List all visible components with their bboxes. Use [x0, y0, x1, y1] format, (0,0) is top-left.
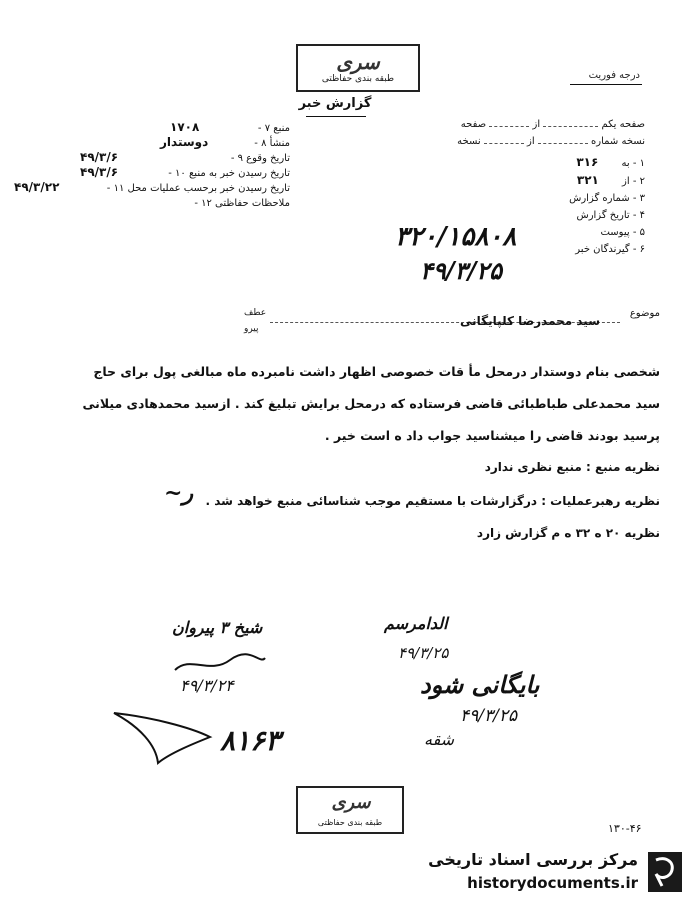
field-value: ۳۱۶ — [576, 155, 599, 169]
operations-opinion: نظریه رهبرعملیات : درگزارشات با مستقیم موجب شناسائی منبع خواهد شد . — [205, 494, 660, 508]
field-value: ۱۷۰۸ — [170, 120, 200, 134]
subject-side-bottom: پیرو — [244, 324, 259, 334]
field-from: ۲ - از ۳۲۱ — [576, 173, 645, 187]
field-to: ۱ - به ۳۱۶ — [576, 155, 645, 169]
signature-center-date: ۴۹/۳/۲۵ — [398, 644, 449, 662]
field-value: ۴۹/۳/۶ — [80, 150, 119, 164]
field-label: ملاحظات حفاظتی — [215, 198, 290, 209]
field-label: منبع — [273, 123, 290, 134]
field-operation-date: تاریخ رسیدن خبر برحسب عملیات محل ۱۱ - ۴۹/۳/۲۲ — [14, 180, 290, 194]
field-origin: منشأ ۸ - دوستدار — [160, 135, 290, 149]
title-underline — [306, 116, 366, 117]
logo-title: مرکز بررسی اسناد تاریخی — [428, 850, 638, 869]
handwritten-report-number: ۳۲۰/۱۵۸۰۸ — [395, 222, 517, 252]
field-recipients: ۶ - گیرندگان خبر — [575, 244, 645, 255]
field-report-number: ۳ - شماره گزارش — [569, 193, 645, 204]
classification-stamp-bottom — [296, 786, 404, 834]
body-line: پرسید بودند قاضی را میشناسید جواب داد ه است خیر . — [324, 428, 660, 443]
field-value: ۴۹/۳/۲۲ — [14, 180, 60, 194]
field-occurrence-date: تاریخ وقوع ۹ - ۴۹/۳/۶ — [80, 150, 290, 164]
urgency-line — [570, 84, 642, 85]
field-value: ۳۲۱ — [576, 173, 599, 187]
field-label: تاریخ رسیدن خبر برحسب عملیات محل — [127, 183, 290, 194]
field-copy-number: نسخه شماره از نسخه — [457, 136, 645, 147]
source-opinion: نظریه منبع : منبع نظری ندارد — [484, 460, 660, 474]
archive-logo — [420, 846, 690, 900]
field-value: دوستدار — [160, 135, 209, 149]
classification-stamp-top — [296, 44, 420, 92]
body-line: شخصی بنام دوستدار درمحل مأ قات خصوصی اظهار داشت نامبرده ماه مبالغی پول برای حاج — [93, 364, 660, 379]
archive-note: بایگانی شود — [420, 670, 540, 699]
signature-arrow — [110, 705, 220, 765]
archive-date: ۴۹/۳/۲۵ — [460, 706, 518, 726]
subject-label: موضوع — [629, 308, 660, 319]
archive-extra: شقه — [424, 730, 455, 749]
final-note: نظریه ۲۰ ه ۳۲ ه م گزارش زارد — [476, 526, 660, 540]
field-page-of: صفحه یکم از صفحه — [460, 119, 645, 130]
signature-center-name: الدامرسم — [384, 614, 448, 633]
field-label: تاریخ رسیدن خبر به منبع — [188, 168, 290, 179]
field-attachment: ۵ - پیوست — [600, 227, 645, 238]
field-label: منشأ — [269, 138, 290, 149]
body-line: سید محمدعلی طباطبائی قاضی فرستاده که درمحل برایش تبلیغ کند . ازسید محمدهادی میلانی — [82, 396, 660, 411]
signature-left-scribble — [170, 650, 270, 680]
field-label: تاریخ وقوع — [246, 153, 290, 164]
stamp-mark: سری — [331, 792, 371, 813]
logo-url: historydocuments.ir — [467, 874, 638, 892]
urgency-label: درجه فوریت — [588, 70, 640, 81]
body-paragraph — [60, 356, 660, 452]
field-report-date: ۴ - تاریخ گزارش — [576, 210, 645, 221]
field-value: ۴۹/۳/۶ — [80, 165, 119, 179]
stamp-label: طبقه بندی حفاظتی — [317, 818, 383, 827]
logo-emblem-icon — [642, 848, 688, 896]
signature-left-name: شیخ ۳ پیروان — [172, 618, 263, 637]
field-security-notes: ملاحظات حفاظتی ۱۲ - — [194, 198, 290, 209]
subject-value: سید محمدرضا کلپایگانی — [460, 314, 600, 328]
stamp-mark: سری — [336, 50, 380, 74]
signature-left-date: ۴۹/۳/۲۴ — [180, 676, 234, 695]
handwritten-report-date: ۴۹/۳/۲۵ — [420, 256, 502, 285]
field-source: منبع ۷ - ۱۷۰۸ — [170, 120, 290, 134]
subject-side-top: عطف — [244, 308, 267, 318]
page-code: ۱۳۰-۴۶ — [608, 822, 642, 835]
stamp-label: طبقه بندی حفاظتی — [321, 74, 395, 84]
field-receipt-date: تاریخ رسیدن خبر به منبع ۱۰ - ۴۹/۳/۶ — [80, 165, 290, 179]
left-fields — [14, 120, 290, 212]
report-title: گزارش خبر — [298, 96, 372, 111]
signature-number-mark: ۸۱۶۳ — [220, 724, 281, 757]
signature-scribble-right: ~ر — [164, 480, 194, 506]
